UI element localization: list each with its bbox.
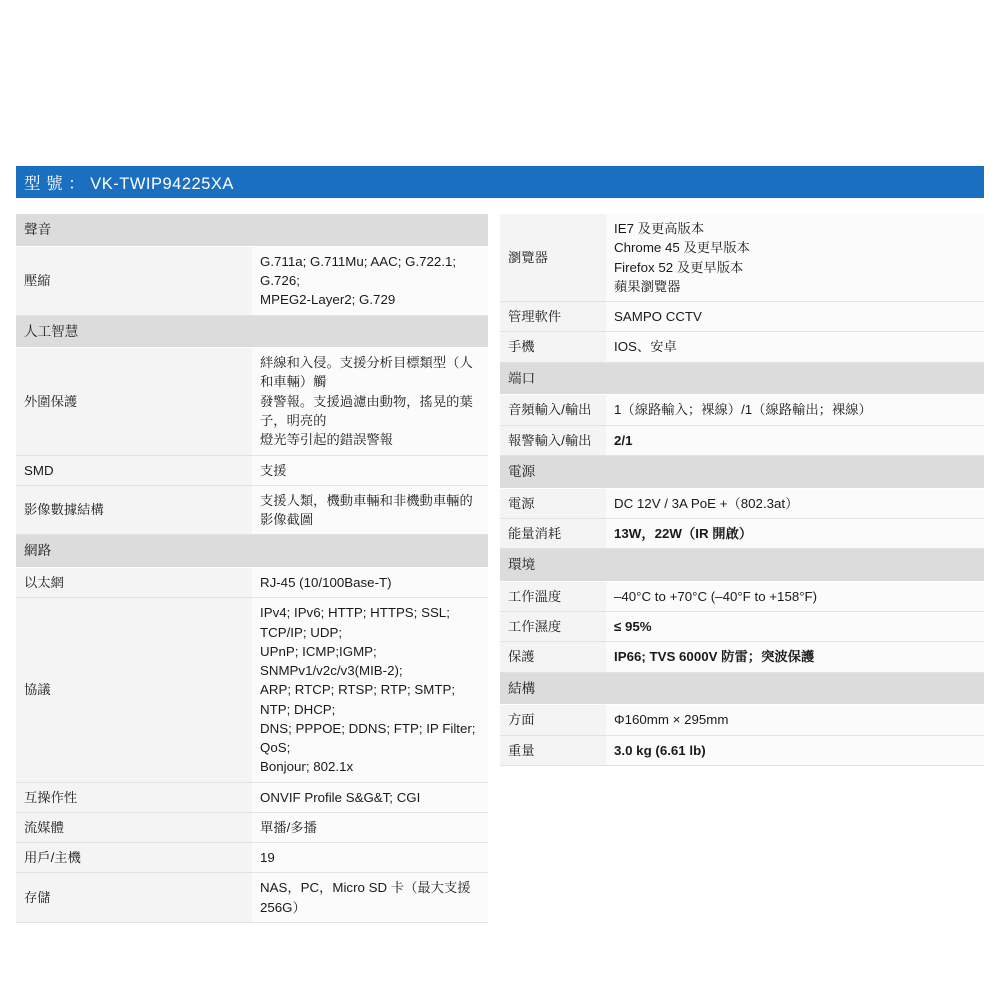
spec-value-line: DNS; PPPOE; DDNS; FTP; IP Filter; QoS; <box>260 720 476 756</box>
table-row <box>16 812 488 842</box>
spec-row-label: 管理軟件 <box>500 302 606 332</box>
spec-value-line: Bonjour; 802.1x <box>260 759 354 775</box>
spec-row-value <box>606 302 984 332</box>
spec-row-value <box>252 782 488 812</box>
spec-row-value <box>606 612 984 642</box>
spec-value-line: 發警報。支援過濾由動物，搖晃的葉子，明亮的 <box>260 393 473 428</box>
table-row <box>16 873 488 923</box>
spec-row-value <box>606 581 984 611</box>
table-row <box>500 425 984 455</box>
spec-table-left <box>16 214 488 923</box>
model-title-bar <box>16 166 984 198</box>
spec-value-line: Firefox 52 及更早版本 <box>614 259 744 275</box>
spec-row-label: 方面 <box>500 705 606 735</box>
spec-row-value <box>606 332 984 362</box>
table-row <box>16 348 488 455</box>
table-row <box>16 782 488 812</box>
spec-section-label: 端口 <box>500 362 984 395</box>
page-title: 型 號 ： VK-TWIP94225XA <box>24 175 234 193</box>
spec-row-label: 外圍保護 <box>16 348 252 455</box>
spec-row-label: 報警輸入/輸出 <box>500 425 606 455</box>
spec-value-line: IE7 及更高版本 <box>614 221 705 236</box>
spec-row-value <box>252 873 488 923</box>
spec-row-label: 存儲 <box>16 873 252 923</box>
spec-section-label: 聲音 <box>16 214 488 246</box>
spec-row-value <box>606 488 984 518</box>
spec-row-label: 瀏覽器 <box>500 214 606 302</box>
spec-value-line: ≤ 95% <box>614 619 652 635</box>
spec-row-value <box>252 348 488 455</box>
spec-value-line: IOS、安卓 <box>614 339 677 355</box>
spec-column-right <box>500 214 984 923</box>
spec-row-value <box>252 812 488 842</box>
spec-row-label: 手機 <box>500 332 606 362</box>
spec-row-label: 協議 <box>16 598 252 782</box>
spec-section-header <box>500 549 984 582</box>
table-row <box>500 302 984 332</box>
table-row <box>500 581 984 611</box>
spec-row-value <box>606 642 984 672</box>
table-row <box>500 735 984 765</box>
spec-section-header <box>500 362 984 395</box>
spec-value-line: G.711a; G.711Mu; AAC; G.722.1; G.726; <box>260 253 457 288</box>
spec-value-line: 3.0 kg (6.61 lb) <box>614 742 706 758</box>
spec-row-label: 流媒體 <box>16 812 252 842</box>
spec-column-left <box>16 214 500 923</box>
table-row <box>500 395 984 425</box>
spec-row-value <box>606 518 984 548</box>
spec-value-line: MPEG2-Layer2; G.729 <box>260 292 396 308</box>
spec-row-value <box>606 735 984 765</box>
spec-row-label: 壓縮 <box>16 246 252 315</box>
spec-value-line: ARP; RTCP; RTSP; RTP; SMTP; NTP; DHCP; <box>260 682 456 717</box>
spec-row-value <box>252 843 488 873</box>
spec-value-line: UPnP; ICMP;IGMP; SNMPv1/v2c/v3(MIB-2); <box>260 643 403 679</box>
spec-value-line: 單播/多播 <box>260 819 317 835</box>
spec-row-value <box>606 395 984 425</box>
spec-row-label: 重量 <box>500 735 606 765</box>
spec-section-label: 人工智慧 <box>16 315 488 348</box>
spec-value-line: 支援 <box>260 462 287 478</box>
table-row <box>500 214 984 302</box>
spec-value-line: Chrome 45 及更早版本 <box>614 240 750 256</box>
spec-section-label: 結構 <box>500 672 984 705</box>
table-row <box>500 642 984 672</box>
spec-value-line: ONVIF Profile S&G&T; CGI <box>260 789 421 805</box>
table-row <box>16 246 488 315</box>
spec-value-line: 燈光等引起的錯誤警報 <box>260 432 393 448</box>
spec-value-line: 絆線和入侵。支援分析目標類型（人和車輛）觸 <box>260 355 473 390</box>
table-row <box>500 612 984 642</box>
spec-row-label: 能量消耗 <box>500 518 606 548</box>
spec-value-line: –40°C to +70°C (–40°F to +158°F) <box>614 588 818 604</box>
spec-value-line: 支援人類，機動車輛和非機動車輛的影像截圖 <box>260 492 473 528</box>
spec-section-label: 網路 <box>16 535 488 568</box>
spec-row-label: 以太網 <box>16 568 252 598</box>
spec-value-line: 1（線路輸入；裸線）/1（線路輸出；裸線） <box>614 402 872 418</box>
spec-value-line: Φ160mm × 295mm <box>614 712 729 728</box>
spec-section-header <box>16 315 488 348</box>
spec-row-label: 互操作性 <box>16 782 252 812</box>
spec-row-value <box>606 705 984 735</box>
spec-row-value <box>606 425 984 455</box>
spec-row-value <box>606 214 984 302</box>
table-row <box>16 568 488 598</box>
table-row <box>500 488 984 518</box>
spec-row-value <box>252 455 488 485</box>
spec-value-line: 13W，22W（IR 開啟） <box>614 525 753 541</box>
spec-row-label: 影像數據結構 <box>16 485 252 535</box>
table-row <box>500 332 984 362</box>
table-row <box>16 843 488 873</box>
spec-row-label: SMD <box>16 455 252 485</box>
spec-value-line: RJ-45 (10/100Base-T) <box>260 575 392 591</box>
spec-value-line: 2/1 <box>614 432 633 448</box>
spec-value-line: IP66; TVS 6000V 防雷；突波保護 <box>614 649 815 665</box>
spec-row-value <box>252 598 488 782</box>
spec-row-value <box>252 568 488 598</box>
spec-section-header <box>500 672 984 705</box>
spec-row-label: 保護 <box>500 642 606 672</box>
spec-value-line: DC 12V / 3A PoE +（802.3at） <box>614 495 799 511</box>
spec-row-label: 音頻輸入/輸出 <box>500 395 606 425</box>
spec-section-label: 環境 <box>500 549 984 582</box>
spec-row-value <box>252 485 488 535</box>
table-row <box>16 598 488 782</box>
spec-row-label: 工作濕度 <box>500 612 606 642</box>
spec-table-right <box>500 214 984 766</box>
spec-row-label: 電源 <box>500 488 606 518</box>
spec-value-line: SAMPO CCTV <box>614 309 702 325</box>
spec-value-line: IPv4; IPv6; HTTP; HTTPS; SSL; TCP/IP; UDP; <box>260 605 450 640</box>
table-row <box>500 705 984 735</box>
spec-row-label: 用戶/主機 <box>16 843 252 873</box>
spec-section-label: 電源 <box>500 455 984 488</box>
spec-section-header <box>16 214 488 246</box>
spec-row-value <box>252 246 488 315</box>
spec-row-label: 工作溫度 <box>500 581 606 611</box>
table-row <box>16 455 488 485</box>
spec-section-header <box>500 455 984 488</box>
table-row <box>16 485 488 535</box>
spec-value-line: 19 <box>260 850 275 866</box>
spec-section-header <box>16 535 488 568</box>
spec-value-line: 蘋果瀏覽器 <box>614 278 681 294</box>
table-row <box>500 518 984 548</box>
spec-value-line: NAS，PC，Micro SD 卡（最大支援 256G） <box>260 880 471 915</box>
spec-columns <box>16 214 984 923</box>
